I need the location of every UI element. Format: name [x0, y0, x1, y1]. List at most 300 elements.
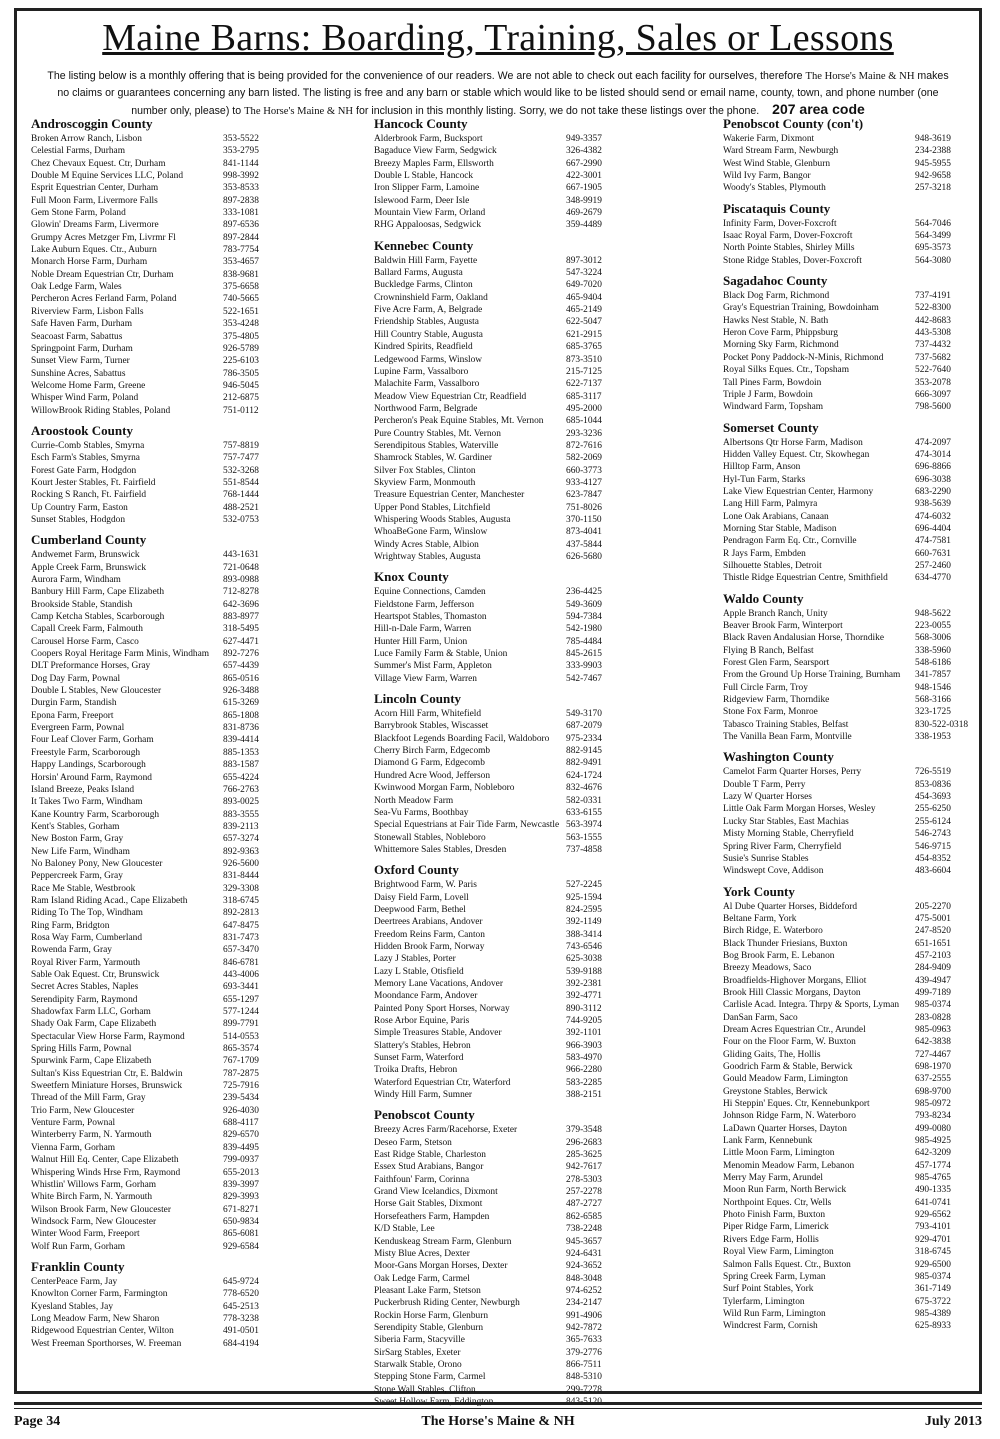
barn-listing-row	[723, 290, 1000, 302]
barn-listing-row	[31, 981, 336, 993]
barn-name: Diamond G Farm, Edgecomb	[374, 758, 485, 769]
barn-phone: 568-3166	[915, 695, 951, 706]
barn-name: Troika Drafts, Hebron	[374, 1065, 458, 1076]
barn-name: Wrightway Stables, Augusta	[374, 552, 481, 562]
barn-phone: 696-3038	[915, 474, 951, 485]
barn-listing-row	[374, 648, 679, 660]
barn-phone: 698-9700	[915, 1086, 951, 1097]
barn-phone: 938-5639	[915, 499, 951, 510]
barn-phone: 892-2813	[223, 908, 259, 919]
barn-name: Merry May Farm, Arundel	[723, 1173, 823, 1184]
barn-listing-row	[31, 1129, 336, 1141]
barn-name: Gould Meadow Farm, Limington	[723, 1074, 848, 1085]
barn-listing-row	[374, 1371, 679, 1383]
barn-phone: 841-1144	[223, 158, 259, 169]
barn-listing-row	[374, 1040, 679, 1052]
barn-phone: 624-1724	[566, 770, 602, 781]
barn-phone: 926-5600	[223, 858, 259, 869]
barn-name: Beaver Brook Farm, Winterport	[723, 621, 843, 631]
barn-name: Menomin Meadow Farm, Lebanon	[723, 1160, 855, 1171]
barn-name: Vienna Farm, Gorham	[31, 1142, 116, 1153]
barn-name: Siberia Farm, Stacyville	[374, 1335, 465, 1346]
barn-listing-row	[374, 1027, 679, 1039]
barn-name: Celestial Farms, Durham	[31, 146, 125, 157]
barn-name: Heron Cove Farm, Phippsburg	[723, 328, 838, 339]
barn-listing-row	[374, 378, 679, 390]
county-heading: Aroostook County	[31, 422, 133, 438]
barn-listing-row	[31, 1276, 336, 1288]
barn-name: It Takes Two Farm, Windham	[31, 797, 143, 808]
intro-text-3: for inclusion in this monthly listing. Sorry, we do not take these listings over the phone.	[356, 105, 760, 117]
barn-phone: 255-6124	[915, 816, 951, 827]
barn-name: Royal View Farm, Limington	[723, 1247, 834, 1258]
barn-listing-row	[723, 133, 1000, 145]
barn-listing-row	[31, 957, 336, 969]
barn-listing-row	[31, 331, 336, 343]
barn-phone: 899-7791	[223, 1019, 259, 1030]
barn-phone: 626-5680	[566, 552, 602, 562]
barn-phone: 785-4484	[566, 636, 602, 647]
barn-name: Coopers Royal Heritage Farm Minis, Windham	[31, 649, 210, 660]
barn-listing-row	[374, 1334, 679, 1346]
barn-phone: 693-3441	[223, 982, 259, 993]
barn-name: Springpoint Farm, Durham	[31, 343, 133, 354]
barn-name: Barrybrook Stables, Wiscasset	[374, 721, 489, 732]
barn-phone: 737-4858	[566, 844, 602, 855]
barn-listing-row	[723, 865, 1000, 877]
barn-listing-row	[374, 391, 679, 403]
barn-listing-row	[723, 1197, 1000, 1209]
barn-name: Special Equestrians at Fair Tide Farm, Newcastle	[374, 820, 560, 831]
barn-name: Stonewall Stables, Nobleboro	[374, 832, 486, 843]
barn-listing-row	[374, 1124, 679, 1136]
barn-phone: 439-4947	[915, 975, 951, 986]
barn-listing-row	[723, 987, 1000, 999]
barn-listing-row	[723, 632, 1000, 644]
barn-listing-row	[31, 648, 336, 660]
barn-phone: 361-7149	[915, 1284, 951, 1295]
barn-name: Luce Family Farm & Stable, Union	[374, 649, 508, 660]
barn-phone: 667-1905	[566, 183, 602, 194]
barn-name: Percheron's Peak Equine Stables, Mt. Vernon	[374, 416, 544, 427]
barn-listing-row	[723, 242, 1000, 254]
barn-phone: 926-3488	[223, 686, 259, 697]
barn-listing-row	[31, 784, 336, 796]
barn-name: Whistlin' Willows Farm, Gorham	[31, 1179, 157, 1190]
barn-phone: 737-4191	[915, 291, 951, 302]
barn-listing-row	[723, 1308, 1000, 1320]
barn-name: Photo Finish Farm, Buxton	[723, 1210, 826, 1221]
barn-listing-row	[31, 920, 336, 932]
barn-phone: 974-6252	[566, 1285, 602, 1296]
barn-name: Windy Acres Stable, Albion	[374, 539, 479, 550]
barn-listing-row	[374, 832, 679, 844]
barn-phone: 582-2069	[566, 453, 602, 464]
barn-listing-row	[723, 766, 1000, 778]
barn-name: Ballard Farms, Augusta	[374, 268, 463, 279]
barn-name: Grand View Icelandics, Dixmont	[374, 1187, 498, 1198]
barn-listing-row	[723, 389, 1000, 401]
barn-phone: 257-2460	[915, 560, 951, 571]
barn-name: Puckerbrush Riding Center, Newburgh	[374, 1298, 520, 1309]
barn-name: Greystone Stables, Berwick	[723, 1086, 828, 1097]
barn-phone: 839-4414	[223, 735, 259, 746]
barn-phone: 985-4765	[915, 1173, 951, 1184]
barn-listing-row	[31, 380, 336, 392]
barn-name: Wolf Run Farm, Gorham	[31, 1241, 126, 1252]
barn-phone: 933-4127	[566, 477, 602, 488]
barn-phone: 865-1808	[223, 710, 259, 721]
barn-phone: 655-4224	[223, 772, 259, 783]
barn-name: Forest Glen Farm, Searsport	[723, 658, 830, 669]
barn-phone: 655-1297	[223, 994, 259, 1005]
barn-listing-row	[374, 720, 679, 732]
barn-listing-row	[31, 170, 336, 182]
barn-listing-row	[723, 1098, 1000, 1110]
barn-phone: 375-4805	[223, 331, 259, 342]
barn-phone: 474-7581	[915, 536, 951, 547]
barn-listing-row	[374, 1161, 679, 1173]
barn-phone: 296-2683	[566, 1137, 602, 1148]
barn-listing-row	[374, 1384, 679, 1396]
barn-listing-row	[31, 1055, 336, 1067]
barn-phone: 323-1725	[915, 707, 951, 718]
barn-listing-row	[723, 731, 1000, 743]
county-section	[723, 273, 1000, 413]
barn-name: Walnut Hill Eq. Center, Cape Elizabeth	[31, 1155, 179, 1166]
barn-name: Heartspot Stables, Thomaston	[374, 612, 487, 623]
intro-text-2: makes no claims or guarantees concerning any barn listed. The listing is free and any barn or stable which would like to be listed should send or email name, county, town, and phone number (one number only, please) to	[57, 70, 949, 117]
barn-phone: 865-6081	[223, 1229, 259, 1240]
barn-name: Spurwink Farm, Cape Elizabeth	[31, 1056, 152, 1067]
barn-phone: 633-6155	[566, 807, 602, 818]
county-heading: Oxford County	[374, 862, 459, 878]
barn-listing-row	[723, 816, 1000, 828]
barn-listing-row	[31, 759, 336, 771]
barn-phone: 998-3992	[223, 171, 259, 182]
barn-phone: 766-2763	[223, 784, 259, 795]
barn-phone: 564-3499	[915, 231, 951, 242]
barn-name: Equine Connections, Camden	[374, 587, 486, 598]
barn-phone: 873-3510	[566, 354, 602, 365]
barn-phone: 768-1444	[223, 490, 259, 501]
barn-listing-row	[374, 673, 679, 685]
barn-listing-row	[374, 415, 679, 427]
publication-name: The Horse's Maine & NH	[244, 106, 354, 117]
barn-listing-row	[31, 1080, 336, 1092]
county-heading: Penobscot County	[374, 1107, 475, 1123]
barn-listing-row	[31, 465, 336, 477]
barn-phone: 798-5600	[915, 402, 951, 413]
barn-name: Trio Farm, New Gloucester	[31, 1105, 135, 1116]
barn-name: Esprit Equestrian Center, Durham	[31, 183, 159, 194]
barn-name: Venture Farm, Pownal	[31, 1118, 116, 1129]
barn-phone: 564-7046	[915, 218, 951, 229]
barn-phone: 642-3209	[915, 1148, 951, 1159]
barn-listing-row	[31, 1154, 336, 1166]
barn-listing-row	[31, 660, 336, 672]
barn-listing-row	[31, 636, 336, 648]
barn-name: Ridgeview Farm, Thorndike	[723, 695, 830, 706]
barn-listing-row	[723, 1271, 1000, 1283]
barn-name: Lake Auburn Eques. Ctr., Auburn	[31, 245, 157, 256]
barn-listing-row	[723, 461, 1000, 473]
barn-phone: 392-1149	[566, 917, 602, 928]
barn-listing-row	[31, 158, 336, 170]
barn-listing-row	[31, 293, 336, 305]
barn-listing-row	[723, 913, 1000, 925]
barn-phone: 499-0080	[915, 1123, 951, 1134]
barn-phone: 985-0972	[915, 1099, 951, 1110]
barn-phone: 483-6604	[915, 866, 951, 877]
barn-phone: 495-2000	[566, 403, 602, 414]
barn-listing-row	[723, 339, 1000, 351]
barn-name: WhoaBeGone Farm, Winslow	[374, 527, 488, 538]
barn-name: Stone Ridge Stables, Dover-Foxcroft	[723, 255, 862, 266]
barn-name: Iron Slipper Farm, Lamoine	[374, 183, 480, 194]
barn-listing-row	[31, 244, 336, 256]
barn-phone: 657-4439	[223, 661, 259, 672]
barn-name: Fieldstone Farm, Jefferson	[374, 599, 475, 610]
county-heading: Penobscot County (con't)	[723, 116, 864, 131]
barn-name: Esch Farm's Stables, Smyrna	[31, 453, 140, 464]
barn-listing-row	[723, 255, 1000, 267]
barn-listing-row	[31, 1105, 336, 1117]
barn-listing-row	[723, 401, 1000, 413]
barn-listing-row	[31, 710, 336, 722]
barn-phone: 257-2278	[566, 1187, 602, 1198]
barn-phone: 949-3357	[566, 134, 602, 144]
barn-listing-row	[374, 916, 679, 928]
barn-listing-row	[31, 256, 336, 268]
barn-phone: 666-3097	[915, 389, 951, 400]
barn-name: Kourt Jester Stables, Ft. Fairfield	[31, 477, 156, 488]
barn-phone: 883-1587	[223, 760, 259, 771]
barn-listing-row	[723, 170, 1000, 182]
barn-listing-row	[31, 821, 336, 833]
barn-name: Rowenda Farm, Gray	[31, 945, 112, 956]
barn-name: Tabasco Training Stables, Belfast	[723, 719, 849, 730]
intro-text-1: The listing below is a monthly offering that is being provided for the convenience of our readers. We are not able to check out each facility for ourselves, therefore	[47, 70, 803, 82]
barn-name: R Jays Farm, Embden	[723, 548, 806, 559]
barn-phone: 465-9404	[566, 292, 602, 303]
footer-rule-thin	[14, 1408, 982, 1409]
publication-name: The Horse's Maine & NH	[805, 71, 915, 82]
barn-listing-row	[723, 779, 1000, 791]
barn-listing-row	[374, 255, 679, 267]
barn-phone: 948-1546	[915, 682, 951, 693]
barn-name: Essex Stud Arabians, Bangor	[374, 1162, 484, 1173]
barn-phone: 522-1651	[223, 306, 259, 317]
barn-listing-row	[31, 1313, 336, 1325]
barn-phone: 726-5519	[915, 767, 951, 778]
barn-phone: 454-3693	[915, 792, 951, 803]
barn-listing-row	[723, 364, 1000, 376]
county-section	[31, 1259, 336, 1350]
barn-name: Little Oak Farm Morgan Horses, Wesley	[723, 804, 876, 815]
county-heading: Knox County	[374, 569, 449, 585]
barn-phone: 831-8444	[223, 871, 259, 882]
barn-name: Sable Oak Equest. Ctr, Brunswick	[31, 970, 160, 980]
barn-name: Apple Creek Farm, Brunswick	[31, 562, 147, 573]
barn-phone: 778-3238	[223, 1313, 259, 1324]
barn-phone: 743-6546	[566, 941, 602, 952]
barn-listing-row	[374, 195, 679, 207]
barn-listing-row	[723, 657, 1000, 669]
barn-name: Double L Stable, Hancock	[374, 171, 474, 182]
barn-phone: 622-5047	[566, 317, 602, 328]
barn-listing-row	[723, 975, 1000, 987]
barn-name: Spectacular View Horse Farm, Raymond	[31, 1031, 185, 1042]
barn-listing-row	[31, 846, 336, 858]
barn-name: Royal Silks Eques. Ctr., Topsham	[723, 365, 849, 376]
barn-listing-row	[31, 133, 336, 145]
barn-phone: 846-6781	[223, 957, 259, 968]
barn-listing-row	[374, 1273, 679, 1285]
barn-listing-row	[374, 1297, 679, 1309]
barn-phone: 522-7640	[915, 365, 951, 376]
barn-listing-row	[723, 938, 1000, 950]
barn-phone: 945-5955	[915, 158, 951, 169]
barn-phone: 388-3414	[566, 929, 602, 940]
barn-name: Morning Sky Farm, Richmond	[723, 340, 839, 351]
barn-phone: 637-2555	[915, 1074, 951, 1085]
barn-listing-row	[374, 1285, 679, 1297]
barn-phone: 443-1631	[223, 550, 259, 561]
barn-name: Four on the Floor Farm, W. Buxton	[723, 1037, 856, 1048]
barn-name: Lazy L Stable, Otisfield	[374, 966, 464, 977]
barn-name: Island Breeze, Peaks Island	[31, 784, 135, 795]
barn-phone: 829-3993	[223, 1192, 259, 1203]
barn-phone: 442-8683	[915, 315, 951, 326]
barn-listing-row	[31, 747, 336, 759]
barn-listing-row	[31, 392, 336, 404]
barn-listing-row	[723, 1184, 1000, 1196]
barn-listing-row	[374, 892, 679, 904]
barn-name: DanSan Farm, Saco	[723, 1012, 798, 1023]
barn-phone: 882-9145	[566, 746, 602, 757]
barn-name: Lucky Star Stables, East Machias	[723, 816, 849, 827]
barn-phone: 839-3997	[223, 1179, 259, 1190]
barn-listing-row	[31, 477, 336, 489]
barn-phone: 866-7511	[566, 1359, 602, 1370]
barn-listing-row	[374, 489, 679, 501]
barn-name: Monarch Horse Farm, Durham	[31, 257, 148, 268]
barn-listing-row	[723, 1209, 1000, 1221]
barn-phone: 757-7477	[223, 453, 259, 464]
barn-name: K/D Stable, Lee	[374, 1224, 435, 1235]
barn-listing-row	[723, 523, 1000, 535]
barn-listing-row	[31, 1092, 336, 1104]
barn-phone: 831-8736	[223, 723, 259, 734]
barn-phone: 488-2521	[223, 502, 259, 513]
barn-phone: 548-6186	[915, 658, 951, 669]
barn-name: Black Raven Andalusian Horse, Thorndike	[723, 633, 884, 644]
barn-phone: 568-3006	[915, 633, 951, 644]
barn-name: Silver Fox Stables, Clinton	[374, 465, 476, 476]
barn-name: Oak Ledge Farm, Wales	[31, 282, 122, 293]
barn-phone: 474-3014	[915, 449, 951, 460]
barn-phone: 223-0055	[915, 621, 951, 631]
barn-phone: 966-3903	[566, 1040, 602, 1051]
barn-name: Wild Run Farm, Limington	[723, 1308, 826, 1319]
barn-phone: 799-0937	[223, 1155, 259, 1166]
barn-name: Lazy W Quarter Horses	[723, 792, 812, 803]
barn-phone: 832-4676	[566, 783, 602, 794]
barn-listing-row	[374, 757, 679, 769]
barn-name: Kane Kountry Farm, Scarborough	[31, 809, 160, 820]
barn-name: Stone Wall Stables, Clifton	[374, 1384, 476, 1395]
barn-phone: 985-0374	[915, 1000, 951, 1011]
barn-phone: 594-7384	[566, 612, 602, 623]
barn-listing-row	[723, 377, 1000, 389]
barn-phone: 443-4006	[223, 970, 259, 980]
barn-listing-row	[374, 941, 679, 953]
barn-listing-row	[723, 535, 1000, 547]
barn-phone: 778-6520	[223, 1289, 259, 1300]
barn-phone: 205-2270	[915, 901, 951, 912]
barn-phone: 532-0753	[223, 514, 259, 525]
barn-phone: 948-5622	[915, 608, 951, 619]
barn-phone: 642-3838	[915, 1037, 951, 1048]
barn-name: Upper Pond Stables, Litchfield	[374, 502, 491, 513]
barn-listing-row	[31, 586, 336, 598]
barn-listing-row	[374, 733, 679, 745]
barn-listing-row	[374, 819, 679, 831]
barn-phone: 645-9724	[223, 1276, 259, 1287]
barn-phone: 890-3112	[566, 1003, 602, 1014]
barn-phone: 293-3236	[566, 428, 602, 439]
barn-phone: 437-5844	[566, 539, 602, 550]
barn-name: Shamrock Stables, W. Gardiner	[374, 453, 492, 464]
barn-phone: 623-7847	[566, 490, 602, 501]
barn-phone: 767-1709	[223, 1056, 259, 1067]
barn-listing-row	[31, 1031, 336, 1043]
barn-listing-row	[374, 844, 679, 856]
barn-phone: 634-4770	[915, 573, 951, 584]
barn-name: Kent's Stables, Gorham	[31, 821, 120, 832]
barn-name: Race Me Stable, Westbrook	[31, 883, 136, 894]
footer-rule	[14, 1402, 982, 1405]
barn-listing-row	[31, 697, 336, 709]
barn-listing-row	[374, 1015, 679, 1027]
barn-phone: 215-7125	[566, 366, 602, 377]
barn-phone: 865-0516	[223, 673, 259, 684]
barn-listing-row	[723, 327, 1000, 339]
barn-listing-row	[374, 551, 679, 563]
barn-phone: 563-1555	[566, 832, 602, 843]
barn-listing-row	[31, 440, 336, 452]
barn-name: Village View Farm, Warren	[374, 673, 477, 684]
barn-name: Lazy J Stables, Porter	[374, 954, 456, 965]
county-heading: Waldo County	[723, 590, 804, 606]
barn-listing-row	[374, 660, 679, 672]
barn-phone: 946-5045	[223, 380, 259, 391]
barn-name: Moon Run Farm, North Berwick	[723, 1185, 847, 1196]
barn-listing-row	[374, 879, 679, 891]
barn-listing-row	[723, 548, 1000, 560]
barn-name: Camp Ketcha Stables, Scarborough	[31, 612, 165, 623]
barn-phone: 353-5522	[223, 134, 259, 144]
barn-name: Hi Steppin' Eques. Ctr, Kennebunkport	[723, 1099, 870, 1110]
barn-name: Safe Haven Farm, Durham	[31, 319, 133, 330]
county-section	[31, 532, 336, 1253]
barn-phone: 926-4030	[223, 1105, 259, 1116]
barn-phone: 457-1774	[915, 1160, 951, 1171]
barn-phone: 532-3268	[223, 465, 259, 476]
barn-listing-row	[31, 514, 336, 526]
barn-name: Rockin Horse Farm, Glenburn	[374, 1310, 489, 1321]
